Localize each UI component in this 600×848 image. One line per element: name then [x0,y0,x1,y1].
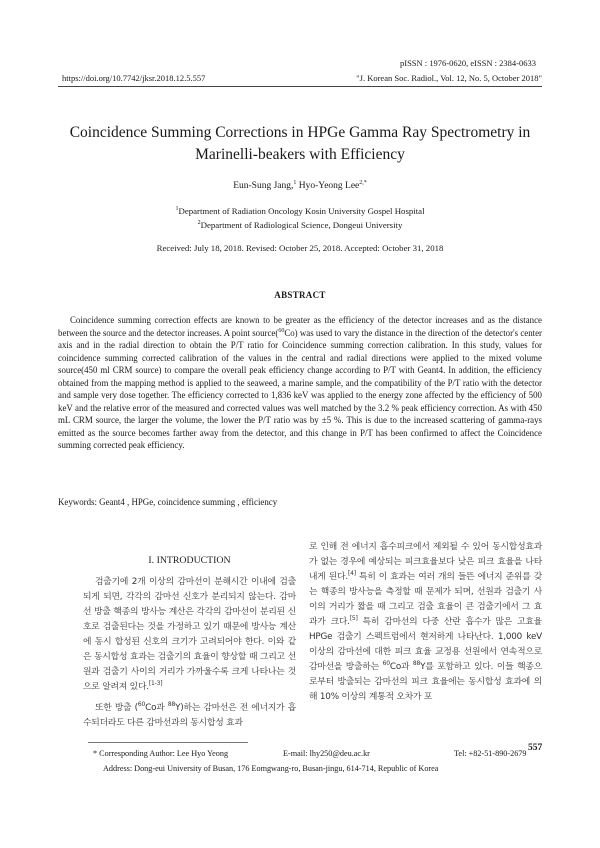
page-number: 557 [528,743,543,753]
abstract-part-2: Co) was used to vary the distance in the direction of the detector's center axis and in the radial direction to obtain the P/T ratio for Coincidence summing correction calibration. In this study, values for coincidence summing corrected calibration of the values in the central and radial directions were applied to the mixed volume source(450 ml CRM source) to compare the overall peak efficiency change according to P/T with Geant4. In addition, the efficiency obtained from the mapping method is applied to the seaweed, a marine sample, and the compatibility of the P/T ratio with the detector and sample very dose together. The efficiency corrected to 1,836 keV was applied to the energy zone affected by the efficiency of 500 keV and the relative error of the measured and corrected values was well matched by the 3.2 % peak efficiency correction. As with 450 mL CRM source, the larger the volume, the lower the P/T ratio was by ±5 %. This is due to the increased scattering of gamma-rays emitted as the source becomes farther away from the detector, and this change in P/T has been confirmed to affect the Coincidence summing corrected peak efficiency. [58,327,542,450]
journal-citation: "J. Korean Soc. Radiol., Vol. 12, No. 5, October 2018" [356,73,542,83]
intro-r-sup2: 88 [412,660,421,668]
intro-r-a: 로 인해 전 에너지 흡수피크에서 제외될 수 있어 동시합성효과가 없는 경우에 예상되는 피크효율보다 낮은 피크 효율을 나타내게 된다. [309,542,542,582]
author-tel: Tel: +82-51-890-2679 [454,749,527,758]
corresponding-author: * Corresponding Author: Lee Hyo Yeong [93,749,229,758]
authors [0,181,600,191]
intro-paragraph-1 [83,575,296,695]
intro-r-c: 특히 감마선의 다중 산란 흡수가 많은 고효율 HPGe 검출기 스펙트럼에서 현저하게 나타난다. 1,000 keV 이상의 감마선에 대한 피크 효율 교정용 선원에서 연속적으로 감마선을 방출하는 [309,617,542,672]
intro-p2-b: Co과 [145,703,168,713]
intro-p2-sup1: 60 [137,701,146,709]
author-address: Address: Dong-eui University of Busan, 176 Eomgwang-ro, Busan-jingu, 614-714, Republic of Korea [103,764,439,773]
intro-paragraph-continued [309,540,542,705]
intro-paragraph-2 [83,701,296,731]
intro-p2-sup2: 88 [167,701,176,709]
author-1-sup: 1 [293,179,297,186]
intro-r-ref1: [4] [347,570,356,578]
intro-p2-a: 또한 방출 ( [95,703,138,713]
section-heading-introduction: I. INTRODUCTION [148,555,231,566]
header-divider [58,86,542,87]
intro-r-e: Y를 포함하고 있다. 이들 핵종으로부터 방출되는 감마선의 피크 효율에는 동시합성 효과에 의해 10% 이상의 계통적 오차가 포 [309,662,542,702]
abstract-part-1: Coincidence summing correction effects are known to be greater as the efficiency of the detector increases and as the distance between the source and the detector increases. A point source( [58,315,542,338]
aff2-sup: 2 [197,220,201,227]
author-2-sup: 2,* [359,179,367,186]
author-email[interactable]: E-mail: lhy250@deu.ac.kr [283,749,370,758]
intro-p2-c: Y)하는 감마선은 전 에너지가 흡수되더라도 다른 감마선과의 동시합성 효과 [83,703,296,728]
affiliation-1 [0,206,600,216]
title-line-1: Coincidence Summing Corrections in HPGe Gamma Ray Spectrometry in [69,124,531,141]
abstract-sup: 60 [278,327,285,334]
title-line-2: Marinelli-beakers with Efficiency [195,146,405,163]
intro-r-d: Co과 [389,662,413,672]
received-dates: Received: July 18, 2018. Revised: October 25, 2018. Accepted: October 31, 2018 [156,243,444,253]
intro-p1-text: 검출기에 2개 이상의 감마선이 분해시간 이내에 검출되게 되면, 각각의 감마선 신호가 분리되지 않는다. 감마선 방출 핵종의 방사능 계산은 각각의 감마선이 분리된 신호로 검출된다는 것을 가정하고 있기 때문에 방사능 계산에 동시 합성된 신호의 크기가 고려되어야 한다. 이와 같은 동시합성 효과는 검출기의 효율이 향상할 때 그리고 선원과 검출기 사이의 거리가 가까울수록 크게 나타나는 것으로 알려져 있다. [83,577,296,692]
intro-r-b: 특히 이 효과는 여러 개의 들뜬 에너지 준위를 갖는 핵종의 방사능을 측정할 때 문제가 되며, 선원과 검출기 사이의 거리가 짧을 때 그리고 검출 효율이 큰 검출기에서 그 효과가 크다. [309,572,542,627]
abstract-heading: ABSTRACT [274,290,326,300]
aff1-text: Department of Radiation Oncology Kosin University Gospel Hospital [178,206,425,216]
author-2: Hyo-Yeong Lee [296,181,360,191]
intro-p1-ref: [1-3] [148,680,163,688]
intro-r-ref2: [5] [349,615,358,623]
abstract-body [58,314,542,452]
affiliation-2 [0,220,600,230]
right-column [309,540,542,705]
paper-title [40,122,560,166]
issn: pISSN : 1976-0620, eISSN : 2384-0633 [399,58,536,68]
author-1: Eun-Sung Jang, [233,181,294,191]
aff2-text: Department of Radiological Science, Dongeui University [200,220,403,230]
keywords: Keywords: Geant4 , HPGe, coincidence summing , efficiency [58,497,278,507]
aff1-sup: 1 [175,206,179,213]
left-column [83,575,296,731]
doi-link[interactable]: https://doi.org/10.7742/jksr.2018.12.5.557 [62,73,206,83]
intro-r-sup1: 60 [382,660,390,668]
footnote-divider [88,742,248,743]
